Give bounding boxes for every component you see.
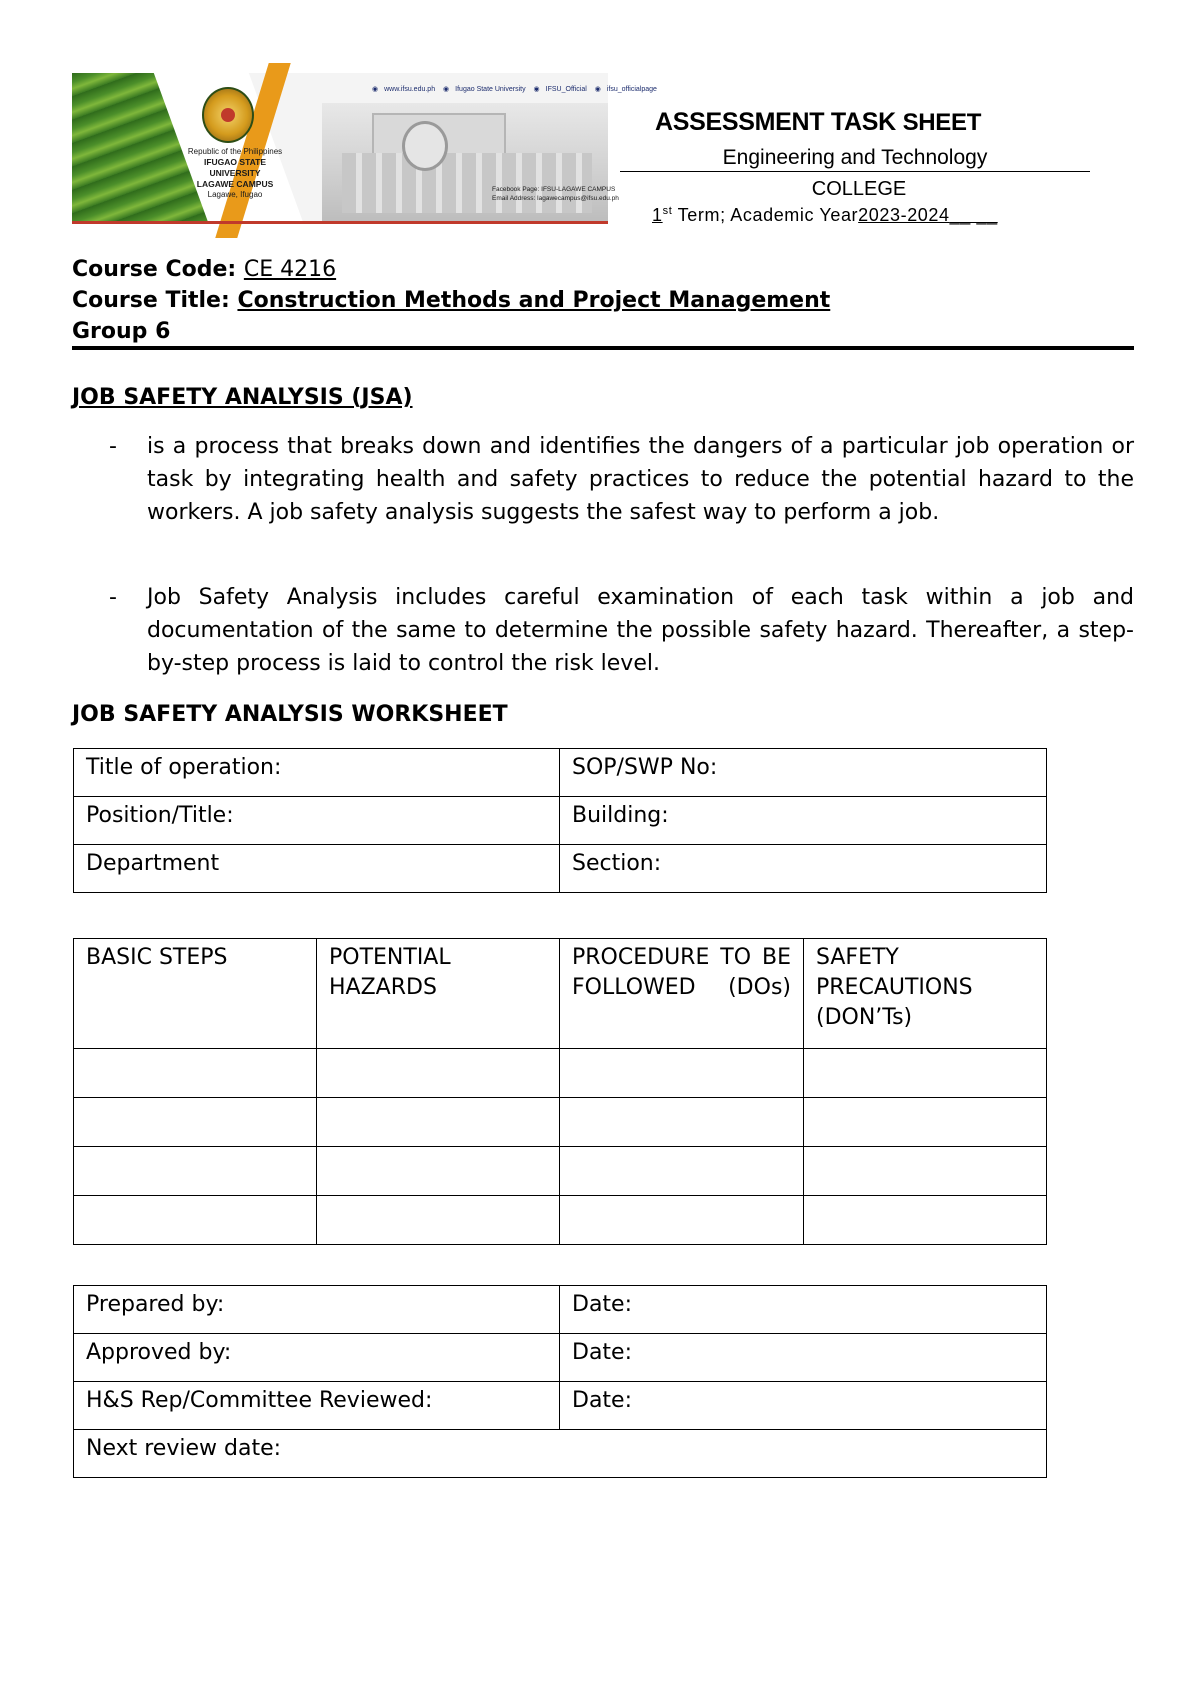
date-field[interactable]: Date: bbox=[560, 1382, 1047, 1430]
university-seal-icon bbox=[202, 87, 254, 143]
table-row bbox=[74, 1382, 1047, 1430]
table-cell[interactable] bbox=[317, 1196, 560, 1245]
college-name: Engineering and Technology bbox=[620, 146, 1090, 172]
col-header-procedure: PROCEDURE TO BE FOLLOWED (DOs) bbox=[560, 939, 804, 1049]
table-row bbox=[74, 1196, 1047, 1245]
department-field[interactable]: Department bbox=[74, 845, 560, 893]
table-header-row bbox=[74, 939, 1047, 1049]
header-divider bbox=[72, 346, 1134, 350]
table-cell[interactable] bbox=[560, 1147, 804, 1196]
table-row bbox=[74, 1098, 1047, 1147]
course-code-line: Course Code: CE 4216 bbox=[72, 257, 337, 282]
hs-rep-reviewed-field[interactable]: H&S Rep/Committee Reviewed: bbox=[74, 1382, 560, 1430]
position-title-field[interactable]: Position/Title: bbox=[74, 797, 560, 845]
worksheet-info-table bbox=[73, 748, 1047, 893]
approved-by-field[interactable]: Approved by: bbox=[74, 1334, 560, 1382]
table-row bbox=[74, 797, 1047, 845]
table-cell[interactable] bbox=[74, 1098, 317, 1147]
table-cell[interactable] bbox=[74, 1049, 317, 1098]
steps-table bbox=[73, 938, 1047, 1245]
next-review-date-field[interactable]: Next review date: bbox=[74, 1430, 1047, 1478]
facebook-icon: ◉ bbox=[443, 86, 450, 93]
table-cell[interactable] bbox=[804, 1147, 1047, 1196]
twitter-icon: ◉ bbox=[533, 86, 540, 93]
course-title: Construction Methods and Project Management bbox=[237, 288, 831, 313]
jsa-heading: JOB SAFETY ANALYSIS (JSA) bbox=[72, 385, 413, 410]
table-row bbox=[74, 1049, 1047, 1098]
sop-swp-no-field[interactable]: SOP/SWP No: bbox=[560, 749, 1047, 797]
table-cell[interactable] bbox=[317, 1098, 560, 1147]
building-field[interactable]: Building: bbox=[560, 797, 1047, 845]
jsa-bullet: - is a process that breaks down and identifies the dangers of a particular job operation or task by integrating health and safety practices to reduce the potential hazard to the workers. A job safety analysis suggests the safest way to perform a job. bbox=[72, 430, 1134, 529]
table-cell[interactable] bbox=[804, 1049, 1047, 1098]
banner-social-lines: Facebook Page: IFSU-LAGAWE CAMPUS Email Address: lagawecampus@ifsu.edu.ph bbox=[492, 186, 619, 202]
table-cell[interactable] bbox=[317, 1147, 560, 1196]
course-info bbox=[72, 254, 830, 347]
col-header-basic-steps: BASIC STEPS bbox=[74, 939, 317, 1049]
prepared-by-field[interactable]: Prepared by: bbox=[74, 1286, 560, 1334]
bullet-dash: - bbox=[109, 585, 117, 610]
section-field[interactable]: Section: bbox=[560, 845, 1047, 893]
table-cell[interactable] bbox=[74, 1196, 317, 1245]
banner-contacts: ◉ www.ifsu.edu.ph ◉ Ifugao State University ◉ IFSU_Official ◉ ifsu_officialpage bbox=[372, 86, 657, 93]
term-line: 1st Term; Academic Year2023-2024__ __ bbox=[652, 205, 998, 225]
table-cell[interactable] bbox=[560, 1196, 804, 1245]
document-title: ASSESSMENT TASK SHEET bbox=[655, 108, 982, 136]
worksheet-heading: JOB SAFETY ANALYSIS WORKSHEET bbox=[72, 702, 508, 727]
table-cell[interactable] bbox=[804, 1196, 1047, 1245]
university-name-block: Republic of the Philippines IFUGAO STATE UNIVERSITY LAGAWE CAMPUS Lagawe, Ifugao bbox=[187, 147, 283, 199]
bullet-dash: - bbox=[109, 434, 117, 459]
table-row bbox=[74, 845, 1047, 893]
table-row bbox=[74, 1430, 1047, 1478]
website-icon: ◉ bbox=[372, 86, 379, 93]
table-row bbox=[74, 1334, 1047, 1382]
signoff-table bbox=[73, 1285, 1047, 1478]
group-label: Group 6 bbox=[72, 319, 171, 344]
building-crest-icon bbox=[402, 121, 448, 171]
course-title-line: Course Title: Construction Methods and Project Management bbox=[72, 288, 831, 313]
date-field[interactable]: Date: bbox=[560, 1286, 1047, 1334]
col-header-potential-hazards: POTENTIAL HAZARDS bbox=[317, 939, 560, 1049]
table-cell[interactable] bbox=[560, 1098, 804, 1147]
jsa-bullet: - Job Safety Analysis includes careful examination of each task within a job and documentation of the same to determine the possible safety hazard. Thereafter, a step-by-step process is laid to control the risk level. bbox=[72, 581, 1134, 680]
title-of-operation-field[interactable]: Title of operation: bbox=[74, 749, 560, 797]
course-code: CE 4216 bbox=[243, 257, 337, 282]
instagram-icon: ◉ bbox=[594, 86, 601, 93]
college-label: COLLEGE bbox=[811, 178, 907, 200]
table-row bbox=[74, 1286, 1047, 1334]
col-header-safety-precautions: SAFETY PRECAUTIONS (DON’Ts) bbox=[804, 939, 1047, 1049]
table-cell[interactable] bbox=[317, 1049, 560, 1098]
table-row bbox=[74, 749, 1047, 797]
table-row bbox=[74, 1147, 1047, 1196]
date-field[interactable]: Date: bbox=[560, 1334, 1047, 1382]
table-cell[interactable] bbox=[560, 1049, 804, 1098]
table-cell[interactable] bbox=[74, 1147, 317, 1196]
table-cell[interactable] bbox=[804, 1098, 1047, 1147]
university-banner bbox=[72, 73, 657, 224]
